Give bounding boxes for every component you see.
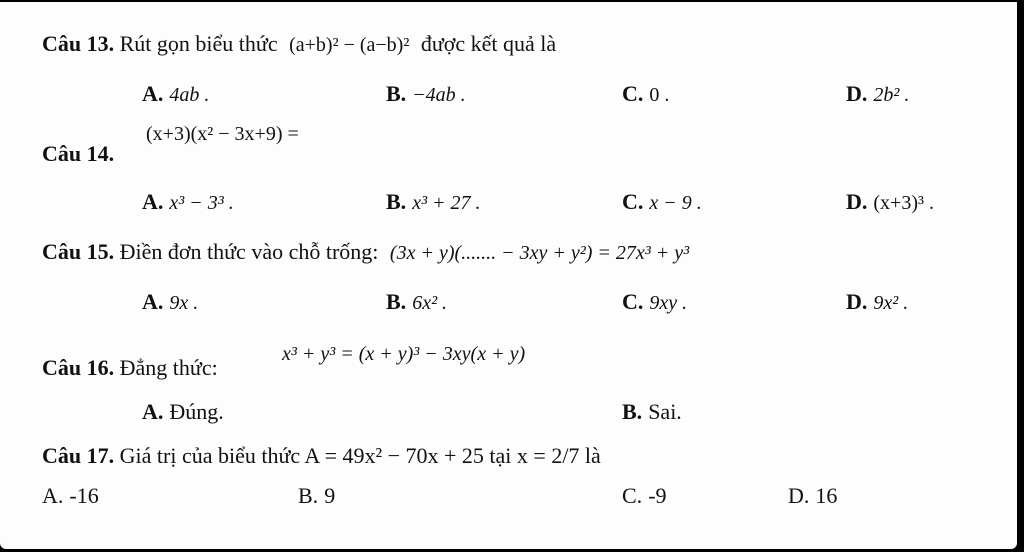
option-a[interactable]: [142, 80, 209, 109]
option-letter: B.: [386, 189, 407, 214]
question-17: [42, 442, 601, 470]
option-value: 0 .: [649, 84, 670, 106]
option-value: 9xy .: [649, 292, 688, 314]
option-value: Đúng.: [169, 399, 224, 424]
option-letter: B.: [386, 289, 407, 314]
question-16: [42, 354, 218, 382]
option-a[interactable]: [142, 288, 198, 317]
option-c[interactable]: [622, 188, 702, 217]
option-letter: C.: [622, 81, 644, 106]
option-value: 16: [815, 483, 838, 508]
option-letter: D.: [788, 483, 810, 508]
option-value: (x+3)³ .: [873, 192, 934, 214]
option-letter: D.: [846, 289, 868, 314]
option-letter: A.: [142, 189, 164, 214]
question-expression: x³ + y³ = (x + y)³ − 3xy(x + y): [282, 343, 526, 365]
option-letter: A.: [142, 399, 164, 424]
option-letter: C.: [622, 289, 644, 314]
option-letter: C.: [622, 189, 644, 214]
option-a[interactable]: [42, 482, 99, 510]
option-value: x³ − 3³ .: [169, 192, 234, 214]
option-letter: C.: [622, 483, 643, 508]
question-expression: (3x + y)(....... − 3xy + y²) = 27x³ + y³: [389, 242, 690, 264]
option-b[interactable]: [386, 288, 447, 317]
option-value: -9: [648, 483, 667, 508]
question-tail: được kết quả là: [420, 31, 557, 56]
option-letter: D.: [846, 81, 868, 106]
option-value: 9x² .: [873, 292, 909, 314]
option-c[interactable]: [622, 80, 669, 109]
option-value: 2b² .: [873, 84, 910, 106]
question-15: [42, 238, 689, 267]
option-letter: A.: [42, 483, 64, 508]
question-label: Câu 14.: [42, 141, 115, 166]
question-label: Câu 17.: [42, 443, 115, 468]
question-label: Câu 15.: [42, 239, 115, 264]
question-text: Đẳng thức:: [119, 355, 218, 380]
option-value: 4ab .: [169, 84, 210, 106]
option-c[interactable]: [622, 482, 667, 510]
option-value: x³ + 27 .: [412, 192, 481, 214]
question-label: Câu 16.: [42, 355, 115, 380]
question-14: [42, 140, 114, 168]
question-13: [42, 30, 556, 59]
option-letter: A.: [142, 81, 164, 106]
option-letter: A.: [142, 289, 164, 314]
option-value: 6x² .: [412, 292, 448, 314]
question-text: Điền đơn thức vào chỗ trống:: [119, 239, 379, 264]
option-value: -16: [69, 483, 99, 508]
option-letter: B.: [298, 483, 319, 508]
option-d[interactable]: [846, 80, 909, 109]
option-b[interactable]: [298, 482, 335, 510]
question-expression: (x+3)(x² − 3x+9) =: [146, 123, 299, 145]
option-d[interactable]: [788, 482, 837, 510]
question-label: Câu 13.: [42, 31, 115, 56]
option-b[interactable]: [622, 398, 682, 426]
option-d[interactable]: [846, 188, 934, 217]
option-b[interactable]: [386, 188, 481, 217]
option-value: 9: [324, 483, 336, 508]
worksheet-page: [0, 2, 1017, 549]
option-value: x − 9 .: [649, 192, 702, 214]
option-a[interactable]: [142, 398, 224, 426]
option-value: Sai.: [648, 399, 682, 424]
option-a[interactable]: [142, 188, 234, 217]
option-d[interactable]: [846, 288, 908, 317]
option-letter: B.: [386, 81, 407, 106]
option-value: −4ab .: [412, 84, 466, 106]
option-letter: B.: [622, 399, 643, 424]
option-value: 9x .: [169, 292, 199, 314]
question-expression: (a+b)² − (a−b)²: [289, 34, 410, 56]
question-text: Giá trị của biểu thức A = 49x² − 70x + 25 tại x = 2/7 là: [119, 443, 601, 468]
question-text: Rút gọn biểu thức: [119, 31, 278, 56]
option-b[interactable]: [386, 80, 466, 109]
option-letter: D.: [846, 189, 868, 214]
option-c[interactable]: [622, 288, 687, 317]
